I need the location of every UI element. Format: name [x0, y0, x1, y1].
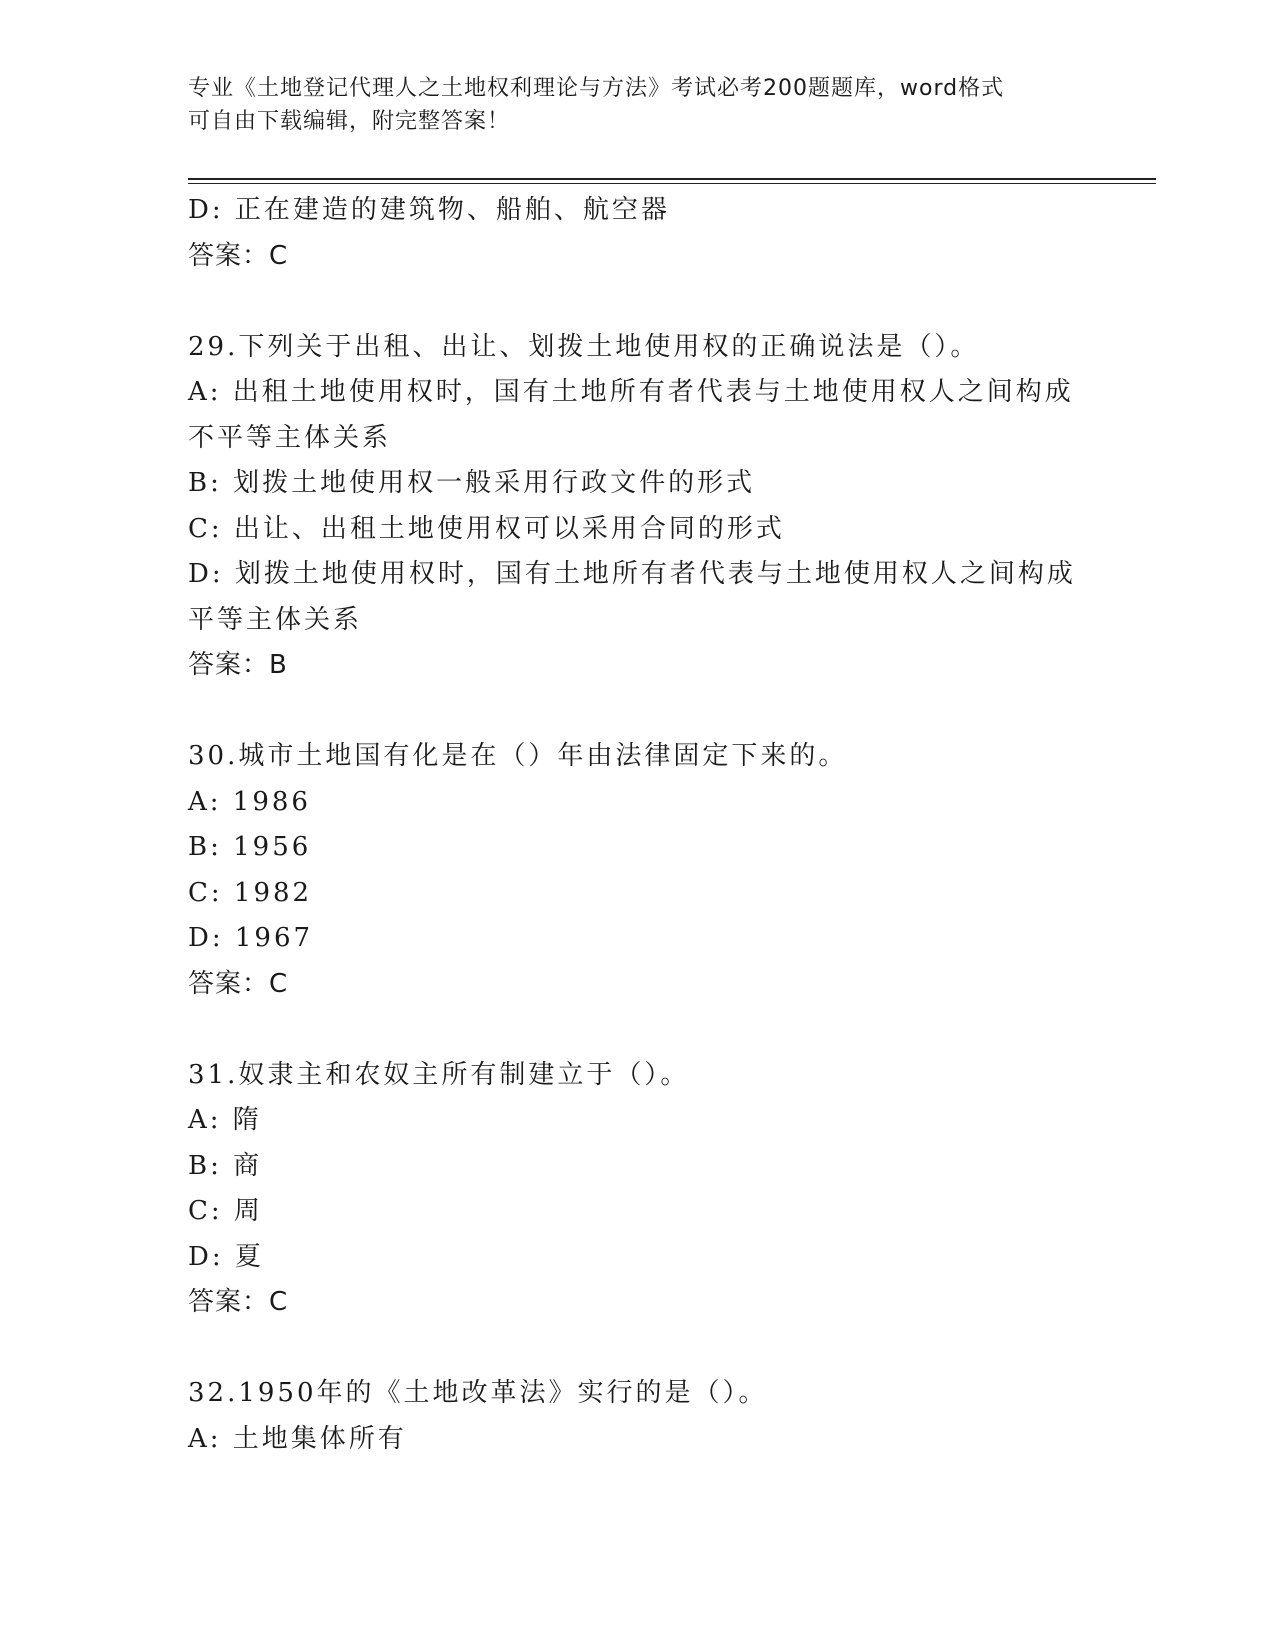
question-29: [188, 325, 1088, 689]
option-d: D: 1967: [188, 923, 314, 953]
option-d-line-2: 平等主体关系: [188, 604, 363, 635]
question-31: [188, 1053, 1088, 1326]
answer-line: 答案：C: [188, 968, 289, 999]
option-b: B: 商: [188, 1150, 263, 1181]
document-header: [188, 72, 1068, 138]
option-d-line-1: D: 划拨土地使用权时，国有土地所有者代表与土地使用权人之间构成: [188, 559, 1076, 589]
option-c: C: 周: [188, 1196, 263, 1226]
option-d: D: 正在建造的建筑物、船舶、航空器: [188, 195, 670, 225]
spacer: [188, 1326, 1088, 1372]
question-stem: 30.城市土地国有化是在（）年由法律固定下来的。: [188, 741, 848, 771]
question-stem: 29.下列关于出租、出让、划拨土地使用权的正确说法是（）。: [188, 331, 980, 362]
option-c: C: 出让、出租土地使用权可以采用合同的形式: [188, 513, 785, 544]
answer-line: 答案：C: [188, 240, 289, 271]
option-c: C: 1982: [188, 877, 313, 908]
spacer: [188, 689, 1088, 735]
option-a: A: 土地集体所有: [188, 1423, 407, 1454]
answer-line: 答案：C: [188, 1287, 289, 1317]
option-a-line-1: A: 出租土地使用权时，国有土地所有者代表与土地使用权人之间构成: [188, 377, 1074, 407]
answer-line: 答案：B: [188, 650, 288, 680]
question-30: [188, 734, 1088, 1007]
header-divider-thick: [188, 178, 1156, 180]
spacer: [188, 279, 1088, 325]
header-line-2: 可自由下载编辑，附完整答案！: [188, 109, 511, 134]
option-a-line-2: 不平等主体关系: [188, 422, 392, 453]
header-divider-thin: [188, 183, 1156, 184]
option-d: D: 夏: [188, 1241, 264, 1272]
option-b: B: 1956: [188, 832, 312, 862]
header-line-1: 专业《土地登记代理人之土地权利理论与方法》考试必考200题题库，word格式: [188, 76, 1005, 101]
question-stem: 32.1950年的《土地改革法》实行的是（）。: [188, 1378, 768, 1408]
question-stem: 31.奴隶主和农奴主所有制建立于（）。: [188, 1059, 690, 1090]
spacer: [188, 1007, 1088, 1053]
question-28-tail: [188, 188, 1088, 279]
option-a: A: 隋: [188, 1105, 262, 1135]
question-32: [188, 1371, 1088, 1462]
option-a: A: 1986: [188, 786, 311, 817]
option-b: B: 划拨土地使用权一般采用行政文件的形式: [188, 468, 756, 498]
question-list: [188, 188, 1088, 1462]
